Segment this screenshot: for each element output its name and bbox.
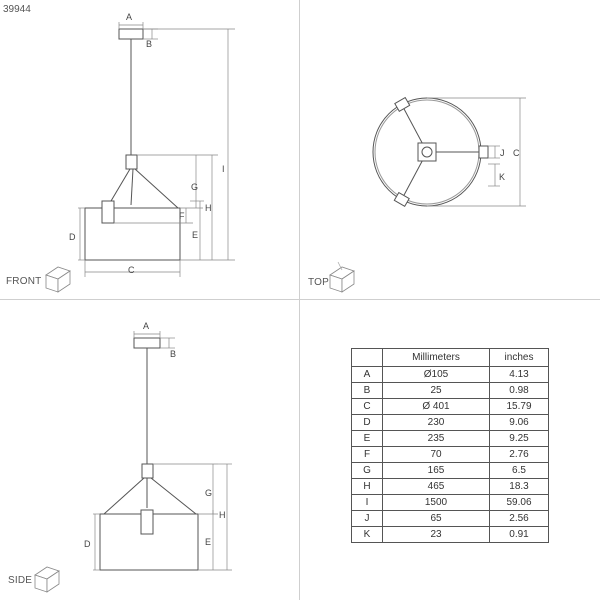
top-view-label: TOP [308,277,329,288]
front-shade [85,208,180,260]
front-view-panel [0,0,299,299]
row-key: F [352,447,383,463]
top-view-panel [300,0,600,299]
row-inches: 9.06 [490,415,549,431]
dim-label-h-side: H [219,510,226,520]
dim-label-a: A [126,12,133,22]
table-header-inches: inches [490,349,549,367]
row-key: J [352,511,383,527]
row-key: K [352,527,383,543]
front-socket [102,201,114,223]
row-inches: 2.76 [490,447,549,463]
front-view-cube-icon [46,267,70,292]
row-millimeters: 230 [383,415,490,431]
dim-label-e: E [192,230,199,240]
front-arm-center [131,169,133,205]
side-arm-left [104,478,144,514]
table-row [352,415,549,431]
table-row [352,511,549,527]
product-code: 39944 [3,4,31,15]
dim-label-j: J [500,148,505,158]
dim-label-b: B [146,39,153,49]
row-key: G [352,463,383,479]
row-inches: 15.79 [490,399,549,415]
side-arm-right [151,478,196,514]
row-millimeters: 70 [383,447,490,463]
row-key: I [352,495,383,511]
row-inches: 4.13 [490,367,549,383]
side-view-panel [0,300,299,600]
row-key: A [352,367,383,383]
row-inches: 2.56 [490,511,549,527]
dim-label-e-side: E [205,537,212,547]
row-inches: 59.06 [490,495,549,511]
dim-label-c-top: C [513,148,520,158]
row-millimeters: 165 [383,463,490,479]
dim-label-d-side: D [84,539,91,549]
table-row [352,495,549,511]
row-key: D [352,415,383,431]
row-millimeters: 25 [383,383,490,399]
front-view-label: FRONT [6,276,42,287]
row-inches: 6.5 [490,463,549,479]
row-millimeters: Ø105 [383,367,490,383]
top-clip-2 [479,146,488,158]
dim-label-k: K [499,172,506,182]
dim-label-d: D [69,232,76,242]
front-arm-right [135,169,178,208]
row-millimeters: 65 [383,511,490,527]
table-row [352,399,549,415]
row-millimeters: Ø 401 [383,399,490,415]
side-hub [142,464,153,478]
dim-label-g: G [191,182,199,192]
dimension-table [351,348,549,543]
front-canopy [119,29,143,39]
row-millimeters: 235 [383,431,490,447]
dim-label-i: I [222,164,225,174]
front-view-drawing [0,0,299,299]
dim-label-h: H [205,203,212,213]
row-millimeters: 1500 [383,495,490,511]
row-inches: 0.91 [490,527,549,543]
dim-label-b-side: B [170,349,177,359]
table-header-key [352,349,383,367]
row-key: C [352,399,383,415]
table-row [352,383,549,399]
dim-label-c: C [128,265,135,275]
table-header-millimeters: Millimeters [383,349,490,367]
table-row [352,479,549,495]
table-row [352,463,549,479]
dim-label-g-side: G [205,488,213,498]
row-key: H [352,479,383,495]
table-row [352,367,549,383]
row-inches: 0.98 [490,383,549,399]
row-millimeters: 23 [383,527,490,543]
side-view-cube-icon [35,567,59,592]
row-key: B [352,383,383,399]
dimension-table-panel [300,300,600,600]
table-header-row [352,349,549,367]
dim-label-f: F [179,211,185,221]
side-canopy [134,338,160,348]
table-row [352,447,549,463]
row-key: E [352,431,383,447]
side-socket [141,510,153,534]
table-row [352,431,549,447]
top-view-drawing [300,0,600,299]
side-view-drawing [0,300,299,600]
table-row [352,527,549,543]
row-inches: 9.25 [490,431,549,447]
row-inches: 18.3 [490,479,549,495]
dim-label-a-side: A [143,321,150,331]
front-arm-left [111,169,130,201]
top-view-cube-icon [330,262,354,292]
front-hub [126,155,137,169]
side-view-label: SIDE [8,575,33,586]
row-millimeters: 465 [383,479,490,495]
top-hub [418,143,436,161]
